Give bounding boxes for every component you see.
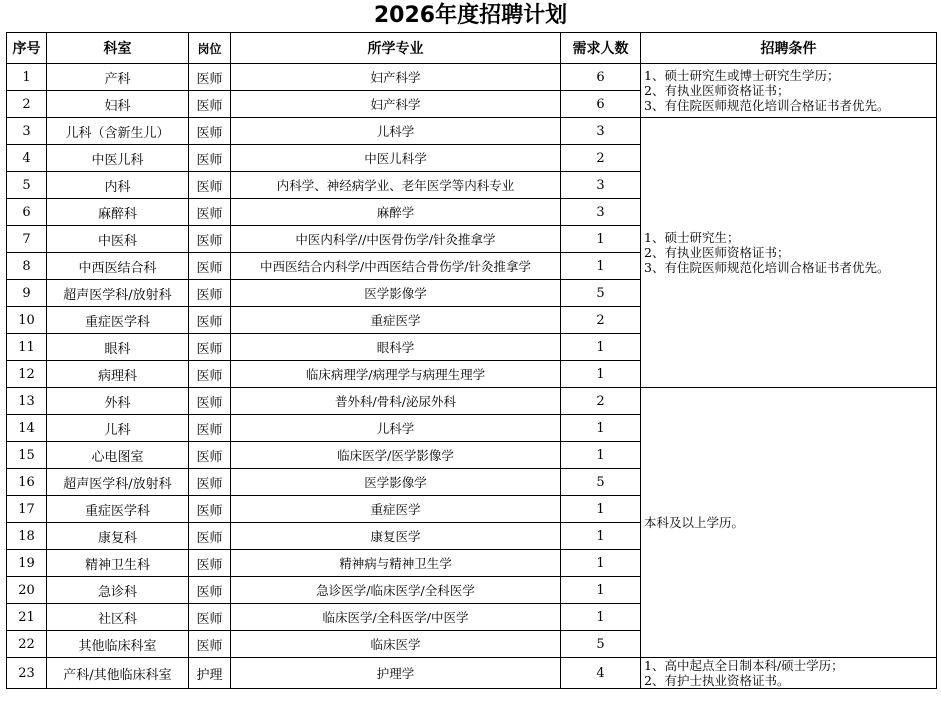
row-dept: 眼科 [47,334,189,361]
row-dept: 产科/其他临床科室 [47,658,189,689]
table-row [7,118,937,145]
conditions-group2 [641,118,937,388]
row-major: 临床医学/全科医学/中医学 [231,604,561,631]
row-major: 儿科学 [231,415,561,442]
row-major: 内科学、神经病学业、老年医学等内科专业 [231,172,561,199]
row-seq: 3 [7,118,47,145]
row-post: 医师 [189,226,231,253]
row-major: 中西医结合内科学/中西医结合骨伤学/针灸推拿学 [231,253,561,280]
row-seq: 10 [7,307,47,334]
row-dept: 重症医学科 [47,496,189,523]
row-dept: 社区科 [47,604,189,631]
row-count: 2 [561,307,641,334]
row-dept: 重症医学科 [47,307,189,334]
condition-line: 1、高中起点全日制本科/硕士学历； [644,658,844,673]
row-major: 重症医学 [231,307,561,334]
row-dept: 产科 [47,64,189,91]
row-dept: 其他临床科室 [47,631,189,658]
row-seq: 4 [7,145,47,172]
row-major: 康复医学 [231,523,561,550]
row-seq: 13 [7,388,47,415]
row-post: 医师 [189,577,231,604]
row-major: 妇产科学 [231,64,561,91]
row-seq: 16 [7,469,47,496]
row-post: 医师 [189,496,231,523]
row-count: 1 [561,577,641,604]
row-count: 5 [561,469,641,496]
row-major: 儿科学 [231,118,561,145]
row-seq: 17 [7,496,47,523]
row-seq: 11 [7,334,47,361]
row-post: 医师 [189,604,231,631]
row-major: 精神病与精神卫生学 [231,550,561,577]
table-row [7,658,937,689]
page-title: 2026年度招聘计划 [373,3,568,28]
row-post: 医师 [189,118,231,145]
row-seq: 12 [7,361,47,388]
row-count: 1 [561,226,641,253]
condition-line: 2、有护士执业资格证书。 [644,673,790,688]
row-post: 医师 [189,307,231,334]
row-dept: 心电图室 [47,442,189,469]
row-dept: 超声医学科/放射科 [47,469,189,496]
row-post: 医师 [189,469,231,496]
header-post: 岗位 [189,33,231,64]
row-major: 麻醉学 [231,199,561,226]
condition-line: 1、硕士研究生； [644,230,740,245]
row-post: 医师 [189,280,231,307]
header-seq: 序号 [7,33,47,64]
row-dept: 中医科 [47,226,189,253]
row-dept: 急诊科 [47,577,189,604]
row-seq: 22 [7,631,47,658]
row-dept: 儿科 [47,415,189,442]
row-count: 1 [561,334,641,361]
row-major: 妇产科学 [231,91,561,118]
row-seq: 21 [7,604,47,631]
row-seq: 19 [7,550,47,577]
row-seq: 8 [7,253,47,280]
row-major: 临床病理学/病理学与病理生理学 [231,361,561,388]
condition-line: 1、硕士研究生或博士研究生学历； [644,68,840,83]
row-dept: 中西医结合科 [47,253,189,280]
conditions-group1 [641,64,937,118]
header-count: 需求人数 [561,33,641,64]
row-major: 普外科/骨科/泌尿外科 [231,388,561,415]
row-major: 中医儿科学 [231,145,561,172]
condition-line: 3、有住院医师规范化培训合格证书者优先。 [644,260,890,275]
row-post: 护理 [189,658,231,689]
row-dept: 病理科 [47,361,189,388]
row-dept: 麻醉科 [47,199,189,226]
row-count: 3 [561,118,641,145]
row-dept: 内科 [47,172,189,199]
row-seq: 15 [7,442,47,469]
condition-line: 本科及以上学历。 [644,515,745,530]
row-count: 3 [561,172,641,199]
row-major: 医学影像学 [231,280,561,307]
row-seq: 9 [7,280,47,307]
recruitment-table [6,32,937,689]
row-count: 6 [561,64,641,91]
row-post: 医师 [189,442,231,469]
row-dept: 外科 [47,388,189,415]
row-major: 中医内科学//中医骨伤学/针灸推拿学 [231,226,561,253]
row-post: 医师 [189,199,231,226]
row-seq: 5 [7,172,47,199]
condition-line: 2、有执业医师资格证书； [644,83,790,98]
row-count: 1 [561,523,641,550]
condition-line: 3、有住院医师规范化培训合格证书者优先。 [644,98,890,113]
header-major: 所学专业 [231,33,561,64]
row-seq: 14 [7,415,47,442]
row-count: 1 [561,604,641,631]
row-dept: 中医儿科 [47,145,189,172]
row-dept: 妇科 [47,91,189,118]
row-post: 医师 [189,361,231,388]
row-count: 1 [561,415,641,442]
row-count: 3 [561,199,641,226]
row-seq: 6 [7,199,47,226]
conditions-group3 [641,388,937,658]
row-dept: 康复科 [47,523,189,550]
row-count: 2 [561,388,641,415]
row-count: 5 [561,280,641,307]
row-major: 护理学 [231,658,561,689]
row-seq: 2 [7,91,47,118]
row-major: 临床医学/医学影像学 [231,442,561,469]
row-major: 眼科学 [231,334,561,361]
header-dept: 科室 [47,33,189,64]
row-major: 医学影像学 [231,469,561,496]
condition-line: 2、有执业医师资格证书； [644,245,790,260]
header-conditions: 招聘条件 [641,33,937,64]
row-major: 临床医学 [231,631,561,658]
row-seq: 23 [7,658,47,689]
row-count: 1 [561,550,641,577]
row-dept: 超声医学科/放射科 [47,280,189,307]
row-count: 1 [561,361,641,388]
row-post: 医师 [189,91,231,118]
row-count: 2 [561,145,641,172]
row-count: 4 [561,658,641,689]
row-post: 医师 [189,334,231,361]
row-post: 医师 [189,631,231,658]
row-post: 医师 [189,550,231,577]
conditions-group4 [641,658,937,689]
row-seq: 18 [7,523,47,550]
row-post: 医师 [189,64,231,91]
row-post: 医师 [189,172,231,199]
table-row [7,388,937,415]
row-post: 医师 [189,523,231,550]
row-post: 医师 [189,145,231,172]
row-count: 6 [561,91,641,118]
row-dept: 儿科（含新生儿） [47,118,189,145]
row-count: 1 [561,253,641,280]
row-post: 医师 [189,388,231,415]
row-seq: 20 [7,577,47,604]
row-count: 1 [561,442,641,469]
table-header-row [7,33,937,64]
row-major: 急诊医学/临床医学/全科医学 [231,577,561,604]
row-major: 重症医学 [231,496,561,523]
table-row [7,64,937,91]
row-dept: 精神卫生科 [47,550,189,577]
row-seq: 1 [7,64,47,91]
row-count: 1 [561,496,641,523]
row-post: 医师 [189,415,231,442]
row-seq: 7 [7,226,47,253]
row-count: 5 [561,631,641,658]
row-post: 医师 [189,253,231,280]
